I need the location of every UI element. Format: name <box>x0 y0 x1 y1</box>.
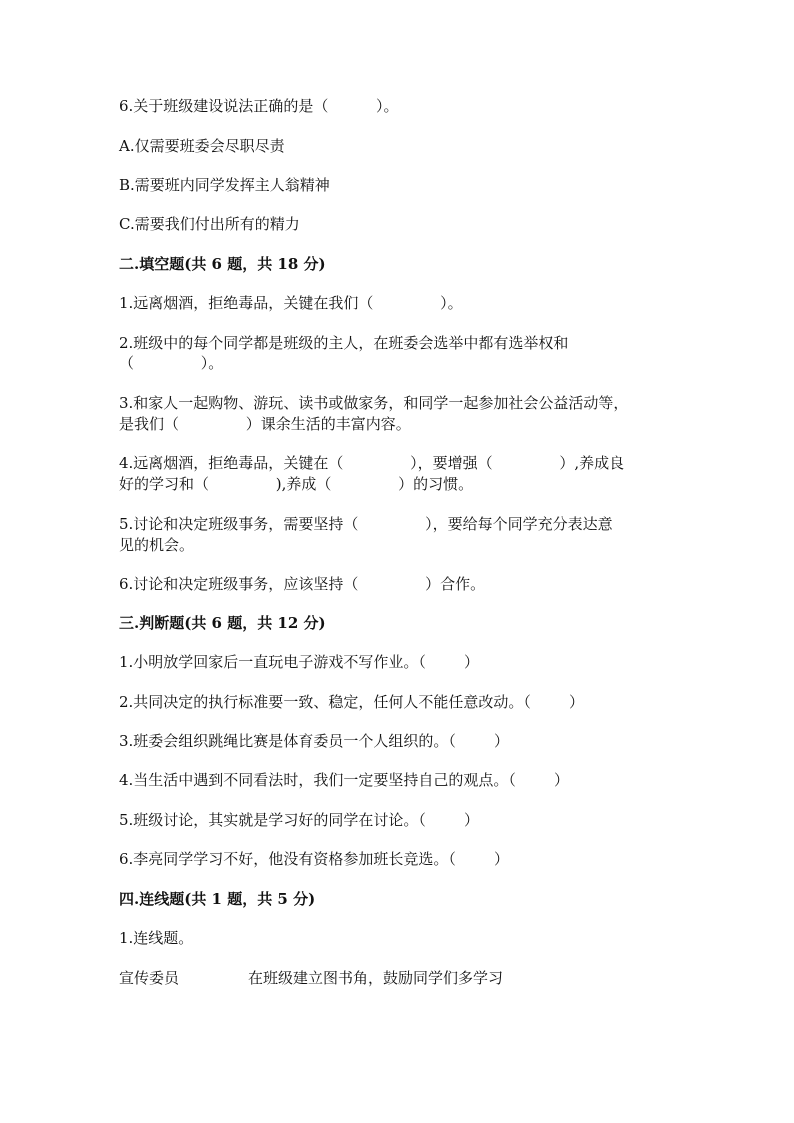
fill-question-2-line-1: 2.班级中的每个同学都是班级的主人，在班委会选举中都有选举权和 <box>119 334 569 352</box>
fill-question-3-line-2: 是我们（ ）课余生活的丰富内容。 <box>119 415 411 433</box>
option-c: C.需要我们付出所有的精力 <box>119 215 300 233</box>
judge-question-6: 6.李亮同学学习不好，他没有资格参加班长竞选。（ ） <box>119 850 509 868</box>
fill-question-3-line-1: 3.和家人一起购物、游玩、读书或做家务，和同学一起参加社会公益活动等， <box>119 394 629 412</box>
section-heading-fill-in: 二.填空题(共 6 题，共 18 分) <box>119 255 326 273</box>
fill-question-1: 1.远离烟酒，拒绝毒品，关键在我们（ ）。 <box>119 294 463 312</box>
judge-question-3: 3.班委会组织跳绳比赛是体育委员一个人组织的。（ ） <box>119 732 509 750</box>
matching-left-item: 宣传委员 <box>119 969 180 987</box>
section-heading-true-false: 三.判断题(共 6 题，共 12 分) <box>119 614 326 632</box>
question-6-text: 6.关于班级建设说法正确的是（ ）。 <box>119 97 399 115</box>
judge-question-2: 2.共同决定的执行标准要一致、稳定，任何人不能任意改动。（ ） <box>119 693 584 711</box>
judge-question-4: 4.当生活中遇到不同看法时，我们一定要坚持自己的观点。（ ） <box>119 771 569 789</box>
fill-question-5-line-2: 见的机会。 <box>119 536 195 554</box>
matching-right-item: 在班级建立图书角，鼓励同学们多学习 <box>248 969 504 987</box>
section-heading-matching: 四.连线题(共 1 题，共 5 分) <box>119 890 316 908</box>
fill-question-6: 6.讨论和决定班级事务，应该坚持（ ）合作。 <box>119 575 486 593</box>
fill-question-4-line-1: 4.远离烟酒，拒绝毒品，关键在（ ），要增强（ ）,养成良 <box>119 454 625 472</box>
judge-question-1: 1.小明放学回家后一直玩电子游戏不写作业。（ ） <box>119 653 479 671</box>
fill-question-2-line-2: （ ）。 <box>119 354 224 372</box>
judge-question-5: 5.班级讨论，其实就是学习好的同学在讨论。（ ） <box>119 811 479 829</box>
option-a: A.仅需要班委会尽职尽责 <box>119 137 285 155</box>
option-b: B.需要班内同学发挥主人翁精神 <box>119 176 330 194</box>
fill-question-4-line-2: 好的学习和（ ),养成（ ）的习惯。 <box>119 475 474 493</box>
fill-question-5-line-1: 5.讨论和决定班级事务，需要坚持（ ），要给每个同学充分表达意 <box>119 515 613 533</box>
matching-question-1: 1.连线题。 <box>119 929 194 947</box>
